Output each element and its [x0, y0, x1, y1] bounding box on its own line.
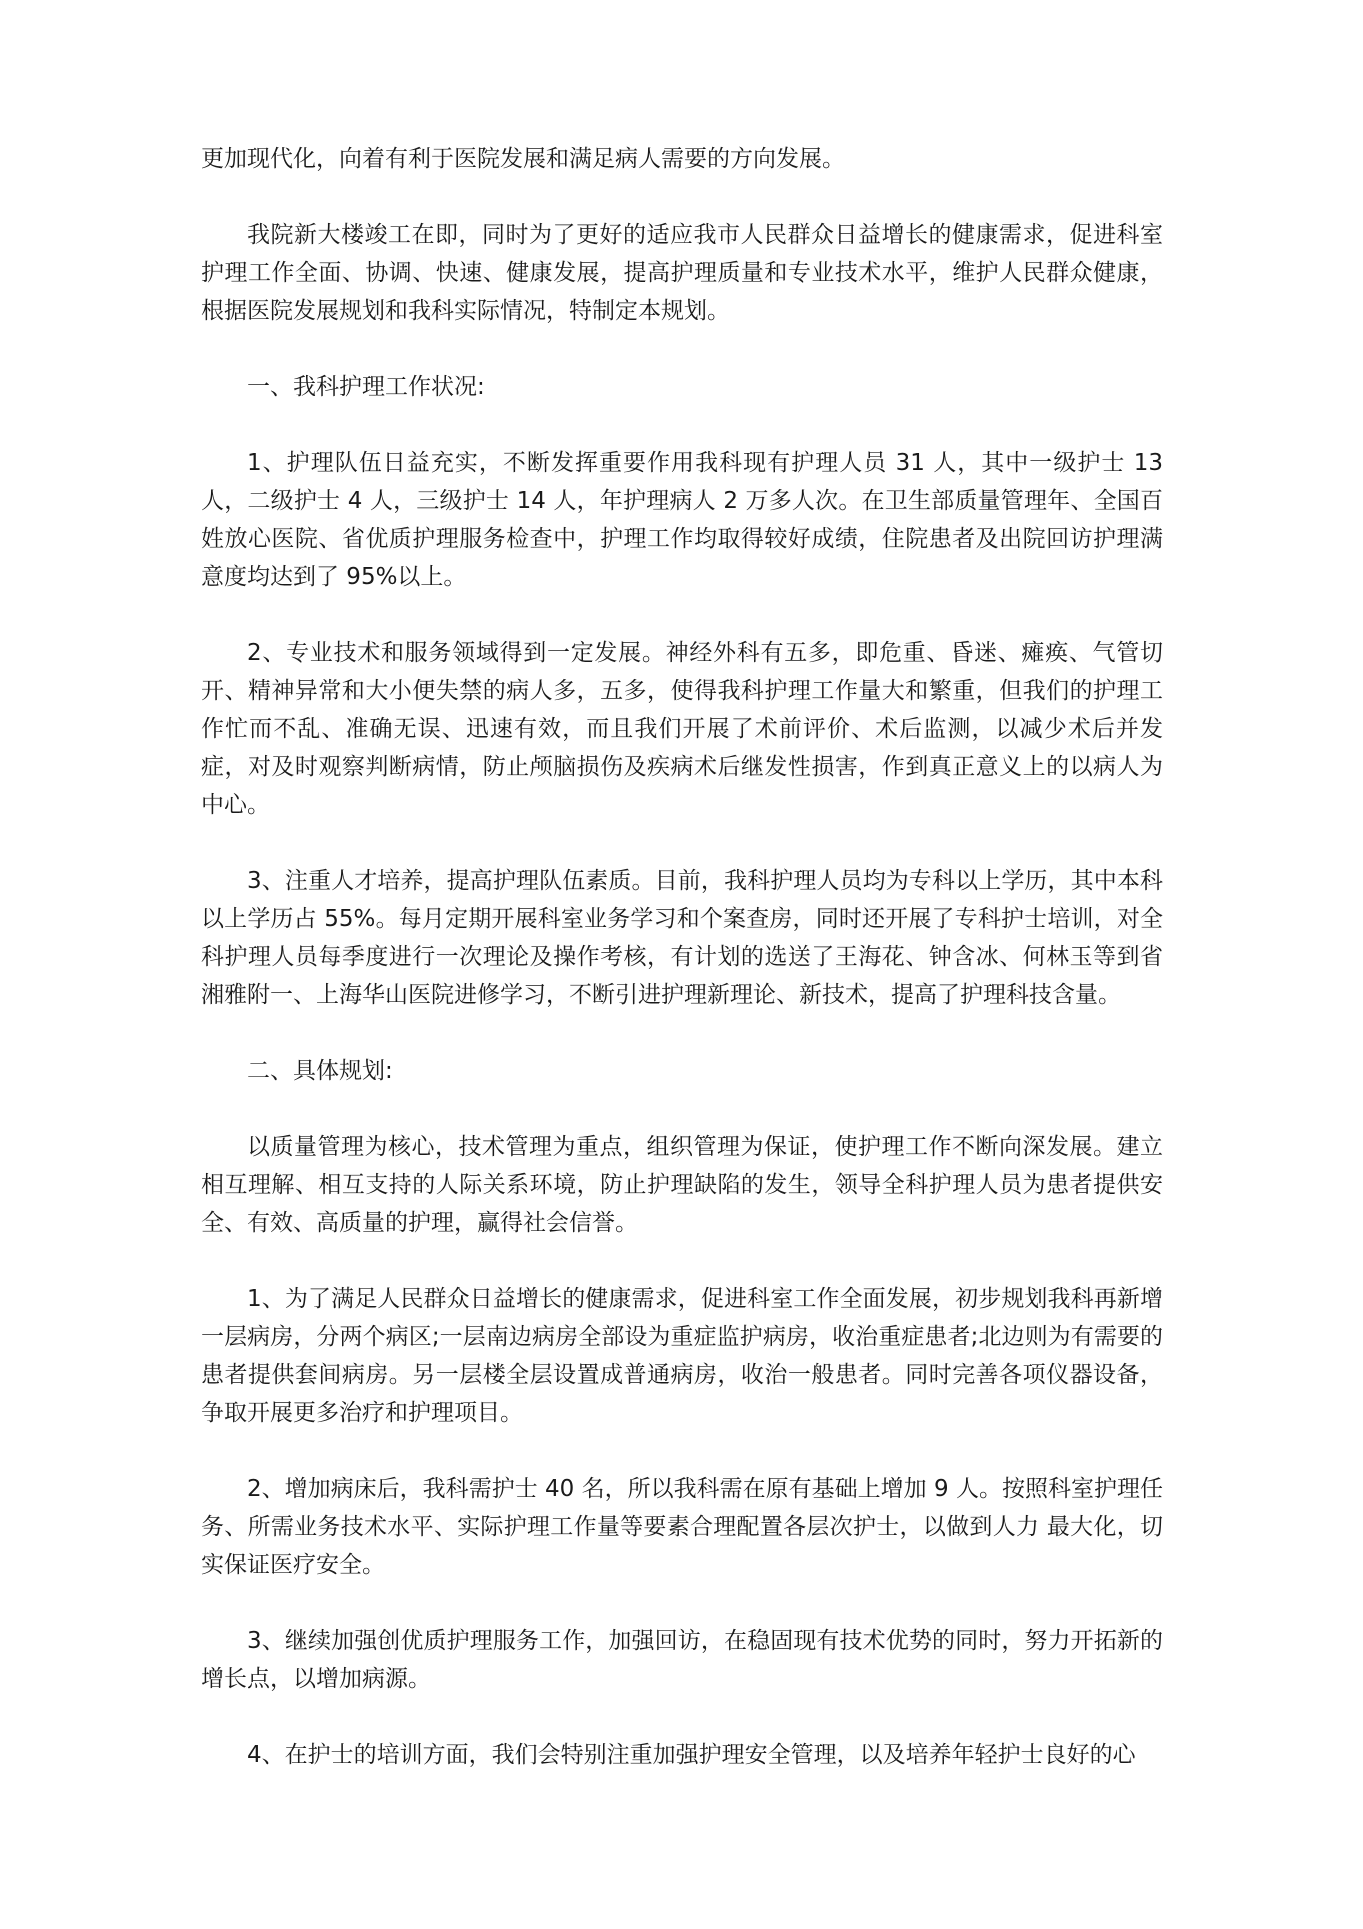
paragraph-continuation: 更加现代化，向着有利于医院发展和满足病人需要的方向发展。: [201, 146, 845, 172]
paragraph-status-3: 3、注重人才培养，提高护理队伍素质。目前，我科护理人员均为专科以上学历，其中本科以上学历占 55%。每月定期开展科室业务学习和个案查房，同时还开展了专科护士培训，对全科护理人员每季度进行一次理论及操作考核，有计划的选送了王海花、钟含冰、何林玉等到省湘雅附一、上海华山医院进修学习，不断引进护理新理论、新技术，提高了护理科技含量。: [201, 868, 1163, 1008]
paragraph-plan-2: 2、增加病床后，我科需护士 40 名，所以我科需在原有基础上增加 9 人。按照科室护理任务、所需业务技术水平、实际护理工作量等要素合理配置各层次护士，以做到人力 最大化，切实保证医疗安全。: [201, 1476, 1163, 1578]
paragraph-plan-3: 3、继续加强创优质护理服务工作，加强回访，在稳固现有技术优势的同时，努力开拓新的增长点，以增加病源。: [201, 1628, 1163, 1692]
paragraph-status-2: 2、专业技术和服务领域得到一定发展。神经外科有五多，即危重、昏迷、瘫痪、气管切开、精神异常和大小便失禁的病人多，五多，使得我科护理工作量大和繁重，但我们的护理工作忙而不乱、准确无误、迅速有效，而且我们开展了术前评价、术后监测，以减少术后并发症，对及时观察判断病情，防止颅脑损伤及疾病术后继发性损害，作到真正意义上的以病人为中心。: [201, 640, 1163, 818]
paragraph-plan-intro: 以质量管理为核心，技术管理为重点，组织管理为保证，使护理工作不断向深发展。建立相互理解、相互支持的人际关系环境，防止护理缺陷的发生，领导全科护理人员为患者提供安全、有效、高质量的护理，赢得社会信誉。: [201, 1134, 1163, 1236]
paragraph-plan-1: 1、为了满足人民群众日益增长的健康需求，促进科室工作全面发展，初步规划我科再新增一层病房，分两个病区;一层南边病房全部设为重症监护病房，收治重症患者;北边则为有需要的患者提供套间病房。另一层楼全层设置成普通病房，收治一般患者。同时完善各项仪器设备，争取开展更多治疗和护理项目。: [201, 1286, 1163, 1426]
paragraph-plan-4: 4、在护士的培训方面，我们会特别注重加强护理安全管理，以及培养年轻护士良好的心: [247, 1742, 1136, 1768]
section-heading-plan: 二、具体规划:: [247, 1058, 393, 1084]
paragraph-intro: 我院新大楼竣工在即，同时为了更好的适应我市人民群众日益增长的健康需求，促进科室护理工作全面、协调、快速、健康发展，提高护理质量和专业技术水平，维护人民群众健康，根据医院发展规划和我科实际情况，特制定本规划。: [201, 222, 1163, 324]
paragraph-status-1: 1、护理队伍日益充实，不断发挥重要作用我科现有护理人员 31 人，其中一级护士 13 人，二级护士 4 人，三级护士 14 人，年护理病人 2 万多人次。在卫生部质量管理年、全国百姓放心医院、省优质护理服务检查中，护理工作均取得较好成绩，住院患者及出院回访护理满意度均达到了 95%以上。: [201, 450, 1163, 590]
section-heading-status: 一、我科护理工作状况:: [247, 374, 485, 400]
document-body: [201, 140, 1163, 1812]
